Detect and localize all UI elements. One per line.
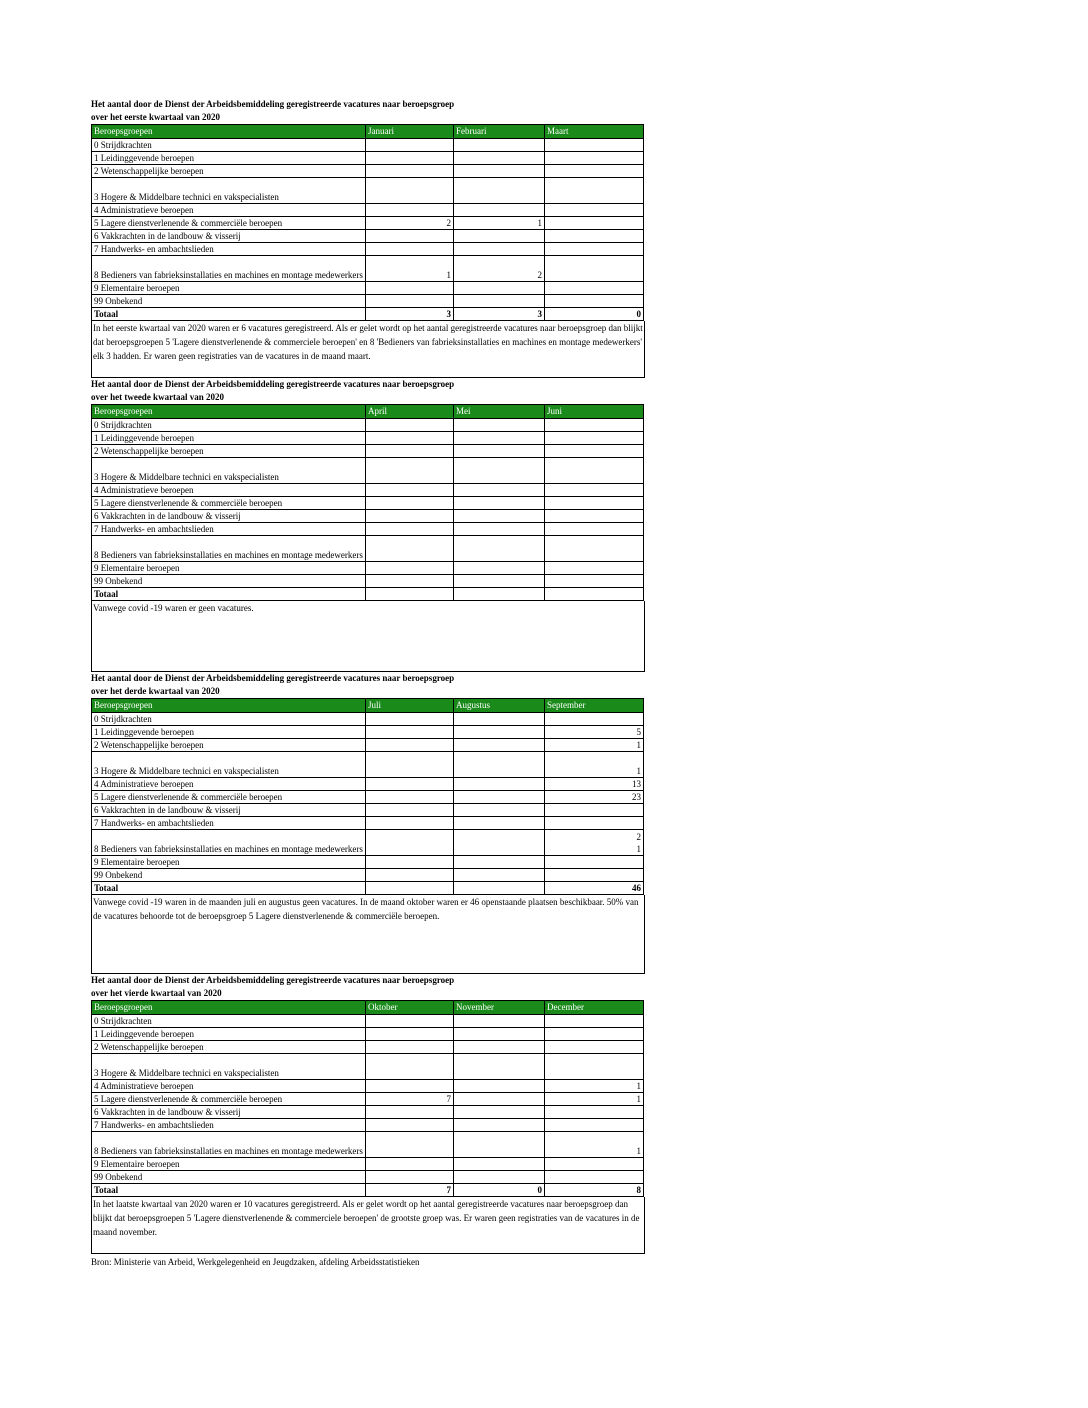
vacancy-count xyxy=(366,445,454,458)
vacancy-count xyxy=(454,1054,545,1080)
table-row xyxy=(92,726,644,739)
vacancy-count xyxy=(454,1158,545,1171)
vacancy-count xyxy=(454,204,545,217)
total-value: 46 xyxy=(545,882,644,895)
vacancy-count xyxy=(545,804,644,817)
total-label: Totaal xyxy=(92,882,366,895)
table-header-row xyxy=(92,1001,644,1015)
vacancy-table xyxy=(91,404,644,601)
occupation-label: 0 Strijdkrachten xyxy=(92,139,366,152)
vacancy-count: 1 xyxy=(545,1132,644,1158)
vacancy-count xyxy=(366,856,454,869)
occupation-label: 5 Lagere dienstverlenende & commerciële beroepen xyxy=(92,497,366,510)
vacancy-count xyxy=(454,739,545,752)
vacancy-count xyxy=(545,139,644,152)
vacancy-count xyxy=(366,1132,454,1158)
table-row xyxy=(92,419,644,432)
vacancy-count xyxy=(545,575,644,588)
section-note: Vanwege covid -19 waren in de maanden juli en augustus geen vacatures. In de maand oktober waren er 46 openstaande plaatsen beschikbaar. 50% van de vacatures behoorde tot de beroepsgroep 5 Lagere dienstverlenende & commerciële beroepen. xyxy=(91,895,645,974)
vacancy-count xyxy=(366,1028,454,1041)
column-header: Oktober xyxy=(366,1001,454,1015)
table-row xyxy=(92,230,644,243)
occupation-label: 3 Hogere & Middelbare technici en vakspecialisten xyxy=(92,1054,366,1080)
vacancy-count: 1 xyxy=(545,752,644,778)
vacancy-count xyxy=(366,1054,454,1080)
vacancy-count: 1 xyxy=(366,256,454,282)
vacancy-count xyxy=(366,458,454,484)
occupation-label: 2 Wetenschappelijke beroepen xyxy=(92,1041,366,1054)
vacancy-count xyxy=(454,1080,545,1093)
vacancy-count xyxy=(545,1054,644,1080)
table-row xyxy=(92,791,644,804)
vacancy-count xyxy=(454,282,545,295)
table-row xyxy=(92,458,644,484)
source-note: Bron: Ministerie van Arbeid, Werkgelegenheid en Jeugdzaken, afdeling Arbeidsstatistieken xyxy=(91,1257,420,1267)
vacancy-count xyxy=(545,484,644,497)
column-header: Beroepsgroepen xyxy=(92,125,366,139)
vacancy-count xyxy=(366,295,454,308)
vacancy-count xyxy=(454,752,545,778)
vacancy-count xyxy=(545,869,644,882)
vacancy-count xyxy=(366,523,454,536)
vacancy-count xyxy=(454,230,545,243)
vacancy-count xyxy=(454,523,545,536)
table-row xyxy=(92,1028,644,1041)
vacancy-count: 1 xyxy=(545,1093,644,1106)
occupation-label: 2 Wetenschappelijke beroepen xyxy=(92,445,366,458)
occupation-label: 0 Strijdkrachten xyxy=(92,713,366,726)
vacancy-count xyxy=(454,510,545,523)
vacancy-count xyxy=(366,713,454,726)
table-row xyxy=(92,139,644,152)
vacancy-count: 5 xyxy=(545,726,644,739)
table-row xyxy=(92,282,644,295)
section-note: In het eerste kwartaal van 2020 waren er 6 vacatures geregistreerd. Als er gelet wordt op het aantal geregistreerde vacatures naar beroepsgroep dan blijkt dat beroepsgroepen 5 'Lagere dienstverlenende & commerciele beroepen' en 8 'Bedieners van fabrieksinstallaties en machines en montage medewerkers' elk 3 hadden. Er waren geen registraties van de vacatures in de maand maart. xyxy=(91,321,645,378)
table-row xyxy=(92,739,644,752)
vacancy-count: 2 xyxy=(366,217,454,230)
occupation-label: 99 Onbekend xyxy=(92,575,366,588)
occupation-label: 0 Strijdkrachten xyxy=(92,419,366,432)
vacancy-count xyxy=(545,165,644,178)
vacancy-count xyxy=(454,445,545,458)
occupation-label: 9 Elementaire beroepen xyxy=(92,856,366,869)
vacancy-count xyxy=(366,739,454,752)
section-title: over het eerste kwartaal van 2020 xyxy=(91,112,221,122)
total-value: 7 xyxy=(366,1184,454,1197)
table-row xyxy=(92,432,644,445)
vacancy-count xyxy=(366,139,454,152)
total-label: Totaal xyxy=(92,588,366,601)
vacancy-count xyxy=(366,419,454,432)
table-row xyxy=(92,152,644,165)
document xyxy=(91,98,643,1269)
vacancy-count xyxy=(366,484,454,497)
occupation-label: 1 Leidinggevende beroepen xyxy=(92,726,366,739)
column-header: Juni xyxy=(545,405,644,419)
vacancy-count xyxy=(454,778,545,791)
occupation-label: 2 Wetenschappelijke beroepen xyxy=(92,739,366,752)
table-row xyxy=(92,856,644,869)
occupation-label: 9 Elementaire beroepen xyxy=(92,562,366,575)
total-label: Totaal xyxy=(92,308,366,321)
vacancy-count xyxy=(366,243,454,256)
vacancy-count: 1 xyxy=(545,1080,644,1093)
section-title: over het tweede kwartaal van 2020 xyxy=(91,392,225,402)
occupation-label: 1 Leidinggevende beroepen xyxy=(92,152,366,165)
column-header: Juli xyxy=(366,699,454,713)
vacancy-count xyxy=(366,510,454,523)
table-row xyxy=(92,256,644,282)
column-header: Beroepsgroepen xyxy=(92,1001,366,1015)
vacancy-count xyxy=(545,497,644,510)
vacancy-count xyxy=(366,432,454,445)
vacancy-count: 1 xyxy=(545,739,644,752)
occupation-label: 3 Hogere & Middelbare technici en vakspecialisten xyxy=(92,752,366,778)
vacancy-count xyxy=(366,230,454,243)
occupation-label: 6 Vakkrachten in de landbouw & visserij xyxy=(92,804,366,817)
occupation-label: 9 Elementaire beroepen xyxy=(92,282,366,295)
vacancy-table xyxy=(91,124,644,321)
vacancy-count xyxy=(454,791,545,804)
vacancy-count xyxy=(454,139,545,152)
vacancy-count xyxy=(366,1080,454,1093)
column-header: Beroepsgroepen xyxy=(92,405,366,419)
vacancy-count xyxy=(366,778,454,791)
total-value xyxy=(366,588,454,601)
occupation-label: 3 Hogere & Middelbare technici en vakspecialisten xyxy=(92,458,366,484)
vacancy-count xyxy=(454,243,545,256)
vacancy-count xyxy=(454,1028,545,1041)
vacancy-count xyxy=(545,817,644,830)
vacancy-count xyxy=(545,1158,644,1171)
vacancy-count xyxy=(366,536,454,562)
vacancy-count xyxy=(366,1171,454,1184)
occupation-label: 7 Handwerks- en ambachtslieden xyxy=(92,817,366,830)
table-row xyxy=(92,243,644,256)
total-value xyxy=(366,882,454,895)
occupation-label: 0 Strijdkrachten xyxy=(92,1015,366,1028)
occupation-label: 5 Lagere dienstverlenende & commerciële beroepen xyxy=(92,791,366,804)
vacancy-count xyxy=(454,869,545,882)
occupation-label: 6 Vakkrachten in de landbouw & visserij xyxy=(92,230,366,243)
vacancy-count xyxy=(545,445,644,458)
vacancy-count xyxy=(545,204,644,217)
vacancy-count xyxy=(545,458,644,484)
column-header: Maart xyxy=(545,125,644,139)
vacancy-count xyxy=(545,1041,644,1054)
table-row xyxy=(92,1054,644,1080)
vacancy-count xyxy=(545,713,644,726)
table-row xyxy=(92,575,644,588)
vacancy-count xyxy=(454,1041,545,1054)
table-row xyxy=(92,778,644,791)
table-row xyxy=(92,165,644,178)
vacancy-count xyxy=(454,178,545,204)
vacancy-count xyxy=(366,575,454,588)
vacancy-count xyxy=(454,817,545,830)
occupation-label: 99 Onbekend xyxy=(92,295,366,308)
occupation-label: 6 Vakkrachten in de landbouw & visserij xyxy=(92,510,366,523)
occupation-label: 5 Lagere dienstverlenende & commerciële beroepen xyxy=(92,217,366,230)
section-title: Het aantal door de Dienst der Arbeidsbemiddeling geregistreerde vacatures naar beroepsgroep xyxy=(91,975,455,985)
column-header: Mei xyxy=(454,405,545,419)
vacancy-count xyxy=(545,282,644,295)
vacancy-count xyxy=(366,562,454,575)
occupation-label: 8 Bedieners van fabrieksinstallaties en machines en montage medewerkers xyxy=(92,1132,366,1158)
vacancy-table xyxy=(91,698,644,895)
vacancy-count xyxy=(545,432,644,445)
total-value xyxy=(454,588,545,601)
vacancy-count xyxy=(545,243,644,256)
vacancy-count xyxy=(454,713,545,726)
occupation-label: 4 Administratieve beroepen xyxy=(92,484,366,497)
vacancy-count xyxy=(454,536,545,562)
vacancy-count xyxy=(454,856,545,869)
total-row xyxy=(92,588,644,601)
table-row xyxy=(92,817,644,830)
vacancy-count xyxy=(454,726,545,739)
vacancy-count xyxy=(545,178,644,204)
occupation-label: 4 Administratieve beroepen xyxy=(92,1080,366,1093)
vacancy-count xyxy=(454,804,545,817)
table-row xyxy=(92,804,644,817)
vacancy-count xyxy=(545,152,644,165)
vacancy-count xyxy=(454,152,545,165)
vacancy-count xyxy=(454,295,545,308)
vacancy-count xyxy=(454,419,545,432)
vacancy-count xyxy=(454,1171,545,1184)
vacancy-count xyxy=(366,817,454,830)
table-header-row xyxy=(92,125,644,139)
vacancy-count xyxy=(454,484,545,497)
vacancy-count xyxy=(366,1158,454,1171)
column-header: April xyxy=(366,405,454,419)
vacancy-count xyxy=(454,830,545,856)
table-row xyxy=(92,497,644,510)
section-title: over het vierde kwartaal van 2020 xyxy=(91,988,222,998)
quarter-section xyxy=(91,974,643,1254)
table-row xyxy=(92,1132,644,1158)
vacancy-count xyxy=(545,562,644,575)
column-header: Augustus xyxy=(454,699,545,713)
vacancy-count xyxy=(545,256,644,282)
vacancy-count: 1 xyxy=(454,217,545,230)
table-row xyxy=(92,562,644,575)
column-header: December xyxy=(545,1001,644,1015)
table-header-row xyxy=(92,699,644,713)
table-header-row xyxy=(92,405,644,419)
vacancy-count xyxy=(366,804,454,817)
vacancy-count xyxy=(366,1119,454,1132)
occupation-label: 99 Onbekend xyxy=(92,1171,366,1184)
vacancy-count xyxy=(366,497,454,510)
vacancy-count xyxy=(454,1132,545,1158)
column-header: Februari xyxy=(454,125,545,139)
vacancy-count xyxy=(545,1171,644,1184)
total-value: 0 xyxy=(454,1184,545,1197)
table-row xyxy=(92,1080,644,1093)
table-row xyxy=(92,752,644,778)
vacancy-count xyxy=(545,419,644,432)
vacancy-count xyxy=(545,295,644,308)
total-row xyxy=(92,882,644,895)
table-row xyxy=(92,830,644,856)
occupation-label: 5 Lagere dienstverlenende & commerciële beroepen xyxy=(92,1093,366,1106)
occupation-label: 7 Handwerks- en ambachtslieden xyxy=(92,523,366,536)
table-row xyxy=(92,1119,644,1132)
vacancy-count xyxy=(454,432,545,445)
vacancy-count xyxy=(454,458,545,484)
vacancy-count xyxy=(366,152,454,165)
occupation-label: 3 Hogere & Middelbare technici en vakspecialisten xyxy=(92,178,366,204)
table-row xyxy=(92,484,644,497)
section-title: Het aantal door de Dienst der Arbeidsbemiddeling geregistreerde vacatures naar beroepsgroep xyxy=(91,673,455,683)
total-value xyxy=(454,882,545,895)
section-title: Het aantal door de Dienst der Arbeidsbemiddeling geregistreerde vacatures naar beroepsgroep xyxy=(91,379,455,389)
table-row xyxy=(92,1093,644,1106)
table-row xyxy=(92,536,644,562)
vacancy-count xyxy=(545,510,644,523)
vacancy-count xyxy=(545,1028,644,1041)
column-header: Beroepsgroepen xyxy=(92,699,366,713)
section-note: Vanwege covid -19 waren er geen vacatures. xyxy=(91,601,645,672)
vacancy-count xyxy=(366,726,454,739)
table-row xyxy=(92,445,644,458)
quarter-section xyxy=(91,672,643,974)
section-note: In het laatste kwartaal van 2020 waren er 10 vacatures geregistreerd. Als er gelet wordt op het aantal geregistreerde vacatures naar beroepsgroep dan blijkt dat beroepsgroepen 5 'Lagere dienstverlenende & commerciele beroepen' de grootste groep was. Er waren geen registraties van de vacatures in de maand november. xyxy=(91,1197,645,1254)
vacancy-count xyxy=(366,1015,454,1028)
total-value: 0 xyxy=(545,308,644,321)
column-header: September xyxy=(545,699,644,713)
table-row xyxy=(92,1106,644,1119)
occupation-label: 7 Handwerks- en ambachtslieden xyxy=(92,243,366,256)
vacancy-count xyxy=(366,165,454,178)
vacancy-count xyxy=(454,562,545,575)
vacancy-count xyxy=(366,204,454,217)
occupation-label: 4 Administratieve beroepen xyxy=(92,204,366,217)
vacancy-count xyxy=(545,1015,644,1028)
total-value xyxy=(545,588,644,601)
total-row xyxy=(92,308,644,321)
vacancy-count xyxy=(454,575,545,588)
occupation-label: 9 Elementaire beroepen xyxy=(92,1158,366,1171)
vacancy-count xyxy=(454,1093,545,1106)
vacancy-count: 2 1 xyxy=(545,830,644,856)
column-header: Januari xyxy=(366,125,454,139)
occupation-label: 8 Bedieners van fabrieksinstallaties en machines en montage medewerkers xyxy=(92,830,366,856)
vacancy-count xyxy=(454,1106,545,1119)
vacancy-count xyxy=(366,791,454,804)
vacancy-count: 7 xyxy=(366,1093,454,1106)
vacancy-count xyxy=(545,1106,644,1119)
occupation-label: 8 Bedieners van fabrieksinstallaties en machines en montage medewerkers xyxy=(92,256,366,282)
occupation-label: 1 Leidinggevende beroepen xyxy=(92,432,366,445)
vacancy-table xyxy=(91,1000,644,1197)
table-row xyxy=(92,1015,644,1028)
total-value: 3 xyxy=(366,308,454,321)
total-label: Totaal xyxy=(92,1184,366,1197)
vacancy-count xyxy=(366,752,454,778)
table-row xyxy=(92,523,644,536)
section-title: over het derde kwartaal van 2020 xyxy=(91,686,220,696)
vacancy-count xyxy=(545,230,644,243)
vacancy-count xyxy=(545,523,644,536)
vacancy-count xyxy=(366,869,454,882)
table-row xyxy=(92,178,644,204)
vacancy-count: 23 xyxy=(545,791,644,804)
table-row xyxy=(92,217,644,230)
total-value: 8 xyxy=(545,1184,644,1197)
column-header: November xyxy=(454,1001,545,1015)
vacancy-count xyxy=(454,165,545,178)
table-row xyxy=(92,1158,644,1171)
vacancy-count xyxy=(366,178,454,204)
total-value: 3 xyxy=(454,308,545,321)
table-row xyxy=(92,295,644,308)
occupation-label: 4 Administratieve beroepen xyxy=(92,778,366,791)
section-title: Het aantal door de Dienst der Arbeidsbemiddeling geregistreerde vacatures naar beroepsgroep xyxy=(91,99,455,109)
vacancy-count xyxy=(454,497,545,510)
occupation-label: 2 Wetenschappelijke beroepen xyxy=(92,165,366,178)
total-row xyxy=(92,1184,644,1197)
occupation-label: 8 Bedieners van fabrieksinstallaties en machines en montage medewerkers xyxy=(92,536,366,562)
vacancy-count xyxy=(366,1041,454,1054)
table-row xyxy=(92,1171,644,1184)
vacancy-count xyxy=(545,856,644,869)
table-row xyxy=(92,204,644,217)
occupation-label: 99 Onbekend xyxy=(92,869,366,882)
quarter-section xyxy=(91,98,643,378)
occupation-label: 1 Leidinggevende beroepen xyxy=(92,1028,366,1041)
table-row xyxy=(92,1041,644,1054)
vacancy-count: 13 xyxy=(545,778,644,791)
vacancy-count xyxy=(545,1119,644,1132)
vacancy-count xyxy=(454,1119,545,1132)
table-row xyxy=(92,510,644,523)
table-row xyxy=(92,713,644,726)
quarter-section xyxy=(91,378,643,672)
occupation-label: 7 Handwerks- en ambachtslieden xyxy=(92,1119,366,1132)
vacancy-count xyxy=(545,217,644,230)
occupation-label: 6 Vakkrachten in de landbouw & visserij xyxy=(92,1106,366,1119)
vacancy-count xyxy=(366,1106,454,1119)
vacancy-count xyxy=(366,282,454,295)
table-row xyxy=(92,869,644,882)
vacancy-count xyxy=(366,830,454,856)
vacancy-count xyxy=(545,536,644,562)
vacancy-count xyxy=(454,1015,545,1028)
vacancy-count: 2 xyxy=(454,256,545,282)
